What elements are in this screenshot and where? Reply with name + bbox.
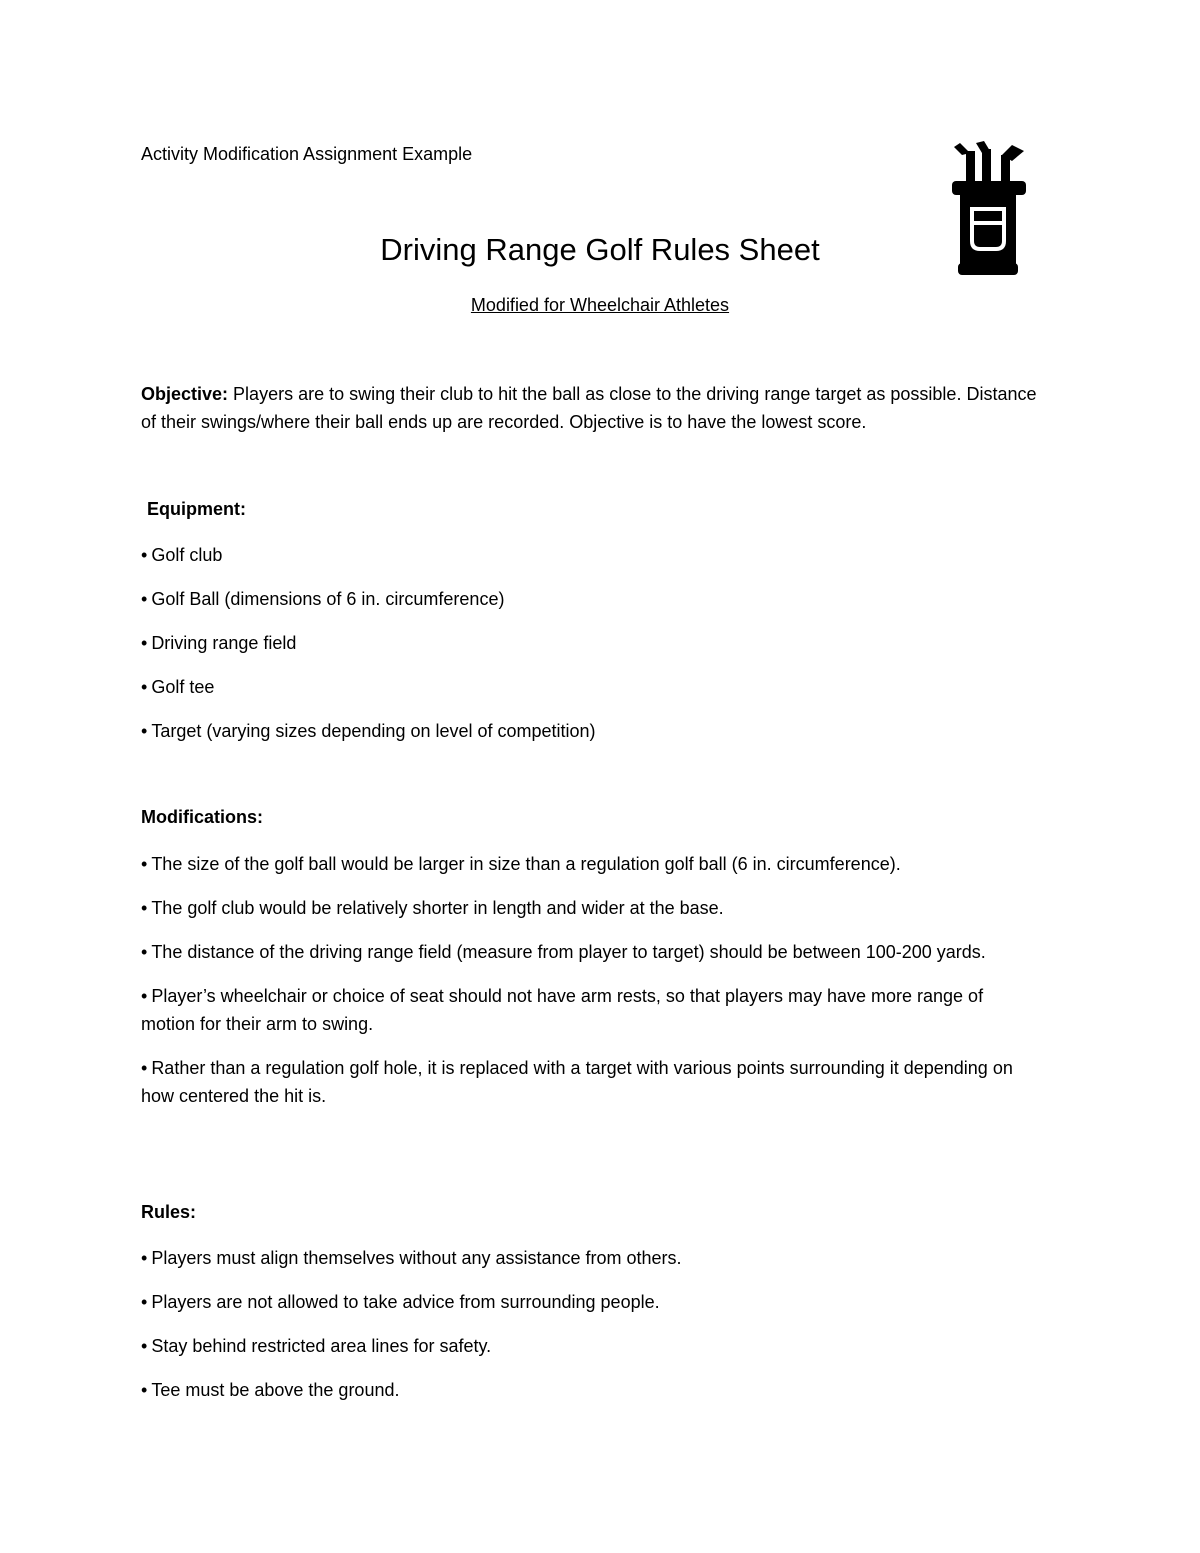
- list-item-text: The distance of the driving range field (measure from player to target) should be between 100-200 yards.: [151, 942, 986, 962]
- list-item: [141, 585, 1041, 613]
- page-subtitle: Modified for Wheelchair Athletes: [470, 295, 730, 315]
- list-item-text: The size of the golf ball would be larger in size than a regulation golf ball (6 in. circumference).: [151, 854, 901, 874]
- list-item: [141, 541, 1041, 569]
- list-item-text: Tee must be above the ground.: [151, 1380, 400, 1400]
- list-item: [141, 717, 1041, 745]
- bullet-icon: •: [141, 1336, 148, 1356]
- bullet-icon: •: [141, 898, 148, 918]
- modifications-heading: Modifications:: [141, 807, 263, 827]
- objective-paragraph: [141, 380, 1041, 436]
- modifications-list: [141, 850, 1041, 1126]
- bullet-icon: •: [141, 1058, 148, 1078]
- list-item: [141, 1288, 1041, 1316]
- bullet-icon: •: [141, 589, 148, 609]
- bullet-icon: •: [141, 1380, 148, 1400]
- bullet-icon: •: [141, 1248, 148, 1268]
- objective-text: Players are to swing their club to hit the ball as close to the driving range target as possible. Distance of their swings/where their ball ends up are recorded. Objective is to have the lowest score.: [141, 384, 1037, 432]
- bullet-icon: •: [141, 721, 148, 741]
- list-item: [141, 1054, 1041, 1110]
- list-item: [141, 1332, 1041, 1360]
- bullet-icon: •: [141, 854, 148, 874]
- list-item-text: Golf club: [151, 545, 223, 565]
- equipment-list: [141, 541, 1041, 761]
- bullet-icon: •: [141, 633, 148, 653]
- list-item-text: Stay behind restricted area lines for safety.: [151, 1336, 492, 1356]
- list-item: [141, 938, 1041, 966]
- list-item-text: The golf club would be relatively shorter in length and wider at the base.: [151, 898, 724, 918]
- rules-list: [141, 1244, 1041, 1420]
- list-item: [141, 1376, 1041, 1404]
- list-item: [141, 673, 1041, 701]
- list-item-text: Golf Ball (dimensions of 6 in. circumference): [151, 589, 505, 609]
- list-item: [141, 1244, 1041, 1272]
- list-item-text: Golf tee: [151, 677, 215, 697]
- rules-heading: Rules:: [141, 1202, 197, 1222]
- list-item-text: Target (varying sizes depending on level of competition): [151, 721, 596, 741]
- list-item-text: Driving range field: [151, 633, 297, 653]
- list-item-text: Players are not allowed to take advice from surrounding people.: [151, 1292, 660, 1312]
- bullet-icon: •: [141, 677, 148, 697]
- bullet-icon: •: [141, 986, 148, 1006]
- page-title: Driving Range Golf Rules Sheet: [380, 232, 820, 267]
- list-item-text: Players must align themselves without any assistance from others.: [151, 1248, 682, 1268]
- list-item: [141, 629, 1041, 657]
- list-item-text: Player’s wheelchair or choice of seat should not have arm rests, so that players may have more range of motion for their arm to swing.: [141, 986, 984, 1034]
- bullet-icon: •: [141, 545, 148, 565]
- list-item-text: Rather than a regulation golf hole, it is replaced with a target with various points surrounding it depending on how centered the hit is.: [141, 1058, 1013, 1106]
- list-item: [141, 982, 1041, 1038]
- list-item: [141, 894, 1041, 922]
- objective-label: Objective:: [141, 384, 229, 404]
- assignment-label: Activity Modification Assignment Example: [141, 144, 473, 164]
- equipment-heading: Equipment:: [147, 499, 246, 519]
- list-item: [141, 850, 1041, 878]
- bullet-icon: •: [141, 942, 148, 962]
- bullet-icon: •: [141, 1292, 148, 1312]
